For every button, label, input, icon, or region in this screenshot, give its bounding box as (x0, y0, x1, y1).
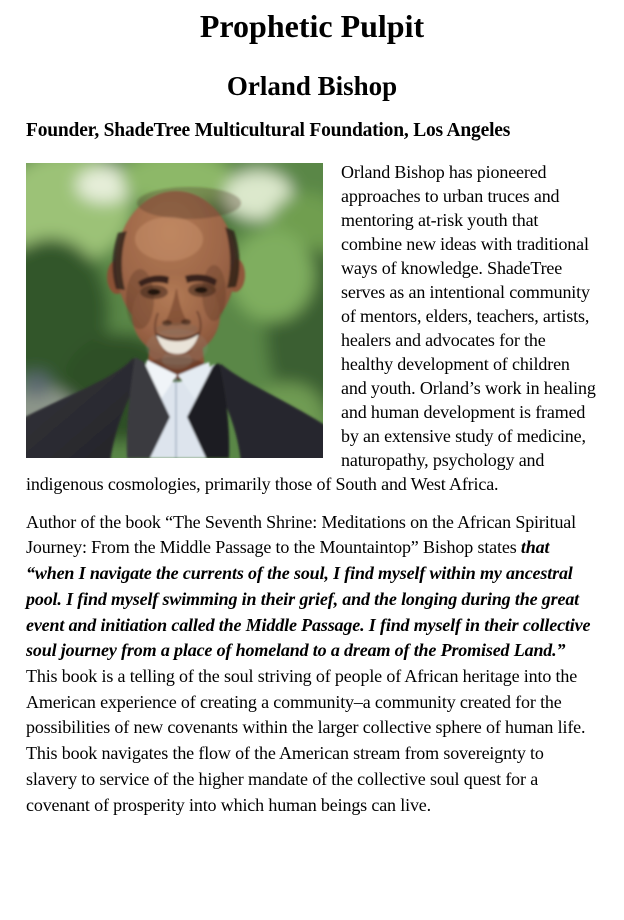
byline: Founder, ShadeTree Multicultural Foundation, Los Angeles (26, 119, 511, 141)
bio-paragraph-2-segment: that “when I navigate the currents of the soul, I find myself within my ancestral pool. I find myself swimming in their grief, and the longing during the great event and initiation called the Middle Passage. I find myself in their collective soul journey from a place of homeland to a dream of the Promised Land.” (26, 537, 595, 661)
orland-bishop-photo (26, 163, 323, 458)
bio-paragraph-2-segment: This book is a telling of the soul striving of people of African heritage into the American experience of creating a community–a community created for the possibilities of new covenants within the larger collective sphere of human life. This book navigates the flow of the American stream from sovereignty to slavery to service of the higher mandate of the collective soul quest for a covenant of prosperity into which human beings can live. (26, 640, 594, 815)
bio-paragraph-1 (26, 160, 601, 496)
document-page (0, 7, 624, 818)
page-subtitle: Orland Bishop (226, 71, 398, 102)
bio-paragraph-1-text: Orland Bishop has pioneered approaches to urban truces and mentoring at-risk youth that combine new ideas with traditional ways of knowledge. ShadeTree serves as an intentional community of mentors, elders, teachers, artists, healers and advocates for the healthy development of children and youth. Orland’s work in healing and human development is framed by an extensive study of medicine, naturopathy, psychology and indigenous cosmologies, primarily those of South and West Africa. (26, 161, 601, 494)
page-title: Prophetic Pulpit (199, 8, 425, 44)
portrait-illustration (26, 163, 323, 458)
bio-paragraph-2-segment: Author of the book “The Seventh Shrine: Meditations on the African Spiritual Journey: From the Middle Passage to the Mountaintop” Bishop states (26, 511, 581, 558)
bio-paragraph-2 (26, 510, 598, 818)
